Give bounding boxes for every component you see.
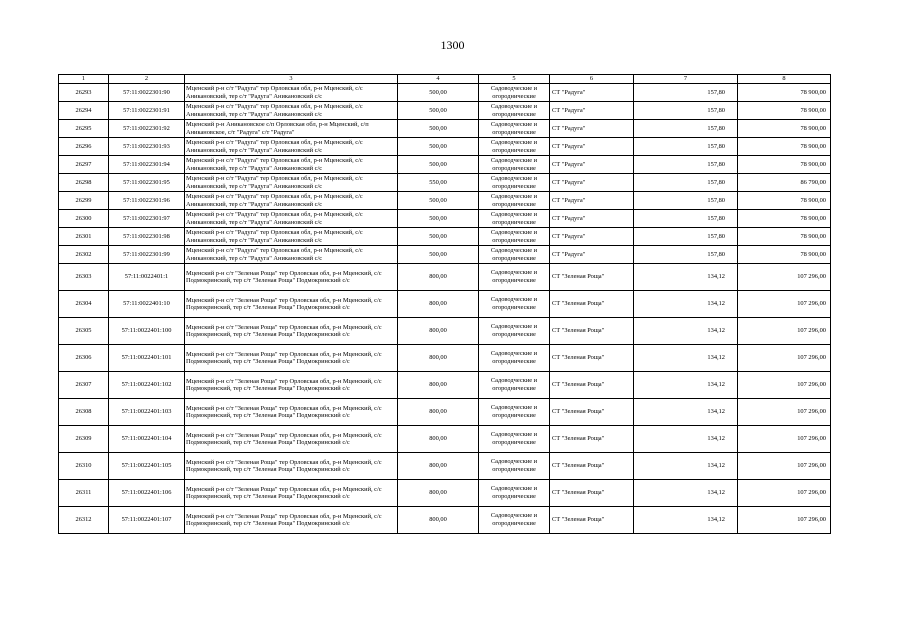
- header-row: [59, 75, 831, 84]
- cell-partnership-name: СТ "Радуга": [550, 84, 634, 102]
- cell-cadastral-number: 57:11:0022401:104: [109, 426, 185, 453]
- cell-number: 26311: [59, 480, 109, 507]
- cell-partnership-name: СТ "Зеленая Роща": [550, 372, 634, 399]
- cell-cadastral-number: 57:11:0022401:101: [109, 345, 185, 372]
- table-row: [59, 507, 831, 534]
- cell-cadastral-number: 57:11:0022401:102: [109, 372, 185, 399]
- table-row: [59, 246, 831, 264]
- column-header-8: 8: [738, 75, 831, 84]
- cell-cadastral-number: 57:11:0022401:1: [109, 264, 185, 291]
- cell-cadastral-value: 78 900,00: [738, 102, 831, 120]
- column-header-6: 6: [550, 75, 634, 84]
- cell-number: 26294: [59, 102, 109, 120]
- cell-partnership-name: СТ "Зеленая Роща": [550, 264, 634, 291]
- cell-address: Мценский р-н с/т "Радуга" тер Орловская обл, р-н Мценский, с/с Аниканoвский, тер с/т "Радуга" Аниканoвский с/с: [185, 174, 398, 192]
- cell-address: Мценский р-н с/т "Зеленая Роща" тер Орловская обл, р-н Мценский, с/с Подмокринский, тер с/т "Зеленая Роща" Подмокринский с/с: [185, 291, 398, 318]
- table-row: [59, 318, 831, 345]
- cell-cadastral-value: 107 296,00: [738, 264, 831, 291]
- cell-cadastral-number: 57:11:0022401:10: [109, 291, 185, 318]
- cell-area: 800,00: [398, 507, 479, 534]
- cell-cadastral-value: 107 296,00: [738, 426, 831, 453]
- cell-land-use: Садоводческие и огороднические: [479, 246, 550, 264]
- cell-land-use: Садоводческие и огороднические: [479, 507, 550, 534]
- cell-land-use: Садоводческие и огороднические: [479, 399, 550, 426]
- table-row: [59, 156, 831, 174]
- cell-cadastral-value: 78 900,00: [738, 156, 831, 174]
- cell-number: 26309: [59, 426, 109, 453]
- cell-specific-value: 157,80: [634, 102, 738, 120]
- table-row: [59, 138, 831, 156]
- cell-area: 500,00: [398, 120, 479, 138]
- cell-number: 26303: [59, 264, 109, 291]
- cell-land-use: Садоводческие и огороднические: [479, 318, 550, 345]
- cell-number: 26308: [59, 399, 109, 426]
- cell-address: Мценский р-н с/т "Радуга" тер Орловская обл, р-н Мценский, с/с Аниканoвский, тер с/т "Радуга" Аниканoвский с/с: [185, 102, 398, 120]
- cell-address: Мценский р-н с/т "Зеленая Роща" тер Орловская обл, р-н Мценский, с/с Подмокринский, тер с/т "Зеленая Роща" Подмокринский с/с: [185, 480, 398, 507]
- cell-land-use: Садоводческие и огороднические: [479, 138, 550, 156]
- cell-address: Мценский р-н с/т "Радуга" тер Орловская обл, р-н Мценский, с/с Аниканoвский, тер с/т "Радуга" Аниканoвский с/с: [185, 156, 398, 174]
- cell-address: Мценский р-н Аниканoвское с/п Орловская обл, р-н Мценский, с/п Аниканoвское, с/т "Радуга" с/т "Радуга": [185, 120, 398, 138]
- cell-partnership-name: СТ "Радуга": [550, 210, 634, 228]
- cell-number: 26312: [59, 507, 109, 534]
- cell-area: 500,00: [398, 210, 479, 228]
- cell-cadastral-value: 107 296,00: [738, 507, 831, 534]
- cell-partnership-name: СТ "Зеленая Роща": [550, 345, 634, 372]
- cell-cadastral-number: 57:11:0022401:103: [109, 399, 185, 426]
- cell-cadastral-value: 107 296,00: [738, 480, 831, 507]
- cell-address: Мценский р-н с/т "Зеленая Роща" тер Орловская обл, р-н Мценский, с/с Подмокринский, тер с/т "Зеленая Роща" Подмокринский с/с: [185, 318, 398, 345]
- table-row: [59, 228, 831, 246]
- cell-partnership-name: СТ "Зеленая Роща": [550, 318, 634, 345]
- cell-address: Мценский р-н с/т "Радуга" тер Орловская обл, р-н Мценский, с/с Аниканoвский, тер с/т "Радуга" Аниканoвский с/с: [185, 246, 398, 264]
- cell-partnership-name: СТ "Радуга": [550, 174, 634, 192]
- cell-address: Мценский р-н с/т "Зеленая Роща" тер Орловская обл, р-н Мценский, с/с Подмокринский, тер с/т "Зеленая Роща" Подмокринский с/с: [185, 453, 398, 480]
- cell-land-use: Садоводческие и огороднические: [479, 426, 550, 453]
- table-row: [59, 120, 831, 138]
- cell-cadastral-value: 86 790,00: [738, 174, 831, 192]
- cell-partnership-name: СТ "Радуга": [550, 228, 634, 246]
- cell-specific-value: 134,12: [634, 345, 738, 372]
- cell-land-use: Садоводческие и огороднические: [479, 120, 550, 138]
- cell-number: 26301: [59, 228, 109, 246]
- cell-cadastral-number: 57:11:0022301:90: [109, 84, 185, 102]
- column-header-1: 1: [59, 75, 109, 84]
- cell-land-use: Садоводческие и огороднические: [479, 192, 550, 210]
- cell-land-use: Садоводческие и огороднические: [479, 480, 550, 507]
- cell-cadastral-number: 57:11:0022401:100: [109, 318, 185, 345]
- table-row: [59, 345, 831, 372]
- cell-partnership-name: СТ "Зеленая Роща": [550, 291, 634, 318]
- cell-area: 800,00: [398, 426, 479, 453]
- cell-area: 800,00: [398, 345, 479, 372]
- cell-area: 800,00: [398, 372, 479, 399]
- cell-number: 26293: [59, 84, 109, 102]
- cell-number: 26296: [59, 138, 109, 156]
- cell-partnership-name: СТ "Зеленая Роща": [550, 399, 634, 426]
- cell-partnership-name: СТ "Радуга": [550, 246, 634, 264]
- cell-cadastral-number: 57:11:0022301:95: [109, 174, 185, 192]
- cell-number: 26297: [59, 156, 109, 174]
- table-row: [59, 102, 831, 120]
- cell-land-use: Садоводческие и огороднические: [479, 210, 550, 228]
- cell-cadastral-number: 57:11:0022301:93: [109, 138, 185, 156]
- table-row: [59, 480, 831, 507]
- cell-cadastral-value: 78 900,00: [738, 192, 831, 210]
- cell-address: Мценский р-н с/т "Зеленая Роща" тер Орловская обл, р-н Мценский, с/с Подмокринский, тер с/т "Зеленая Роща" Подмокринский с/с: [185, 264, 398, 291]
- cell-number: 26306: [59, 345, 109, 372]
- cell-land-use: Садоводческие и огороднические: [479, 102, 550, 120]
- cell-number: 26298: [59, 174, 109, 192]
- cell-specific-value: 134,12: [634, 264, 738, 291]
- table-row: [59, 426, 831, 453]
- table-row: [59, 264, 831, 291]
- cell-partnership-name: СТ "Радуга": [550, 156, 634, 174]
- cell-cadastral-value: 107 296,00: [738, 399, 831, 426]
- cell-specific-value: 134,12: [634, 291, 738, 318]
- cell-specific-value: 157,80: [634, 210, 738, 228]
- cell-partnership-name: СТ "Зеленая Роща": [550, 480, 634, 507]
- cell-address: Мценский р-н с/т "Радуга" тер Орловская обл, р-н Мценский, с/с Аниканoвский, тер с/т "Радуга" Аниканoвский с/с: [185, 84, 398, 102]
- table-row: [59, 291, 831, 318]
- cell-partnership-name: СТ "Радуга": [550, 192, 634, 210]
- cell-address: Мценский р-н с/т "Радуга" тер Орловская обл, р-н Мценский, с/с Аниканoвский, тер с/т "Радуга" Аниканoвский с/с: [185, 192, 398, 210]
- column-header-7: 7: [634, 75, 738, 84]
- cell-land-use: Садоводческие и огороднические: [479, 84, 550, 102]
- table-body: [59, 84, 831, 534]
- column-header-3: 3: [185, 75, 398, 84]
- cell-land-use: Садоводческие и огороднические: [479, 345, 550, 372]
- table-row: [59, 372, 831, 399]
- cell-land-use: Садоводческие и огороднические: [479, 372, 550, 399]
- cell-cadastral-value: 107 296,00: [738, 372, 831, 399]
- cell-area: 800,00: [398, 318, 479, 345]
- cell-cadastral-value: 78 900,00: [738, 120, 831, 138]
- cell-specific-value: 134,12: [634, 426, 738, 453]
- cell-cadastral-value: 107 296,00: [738, 318, 831, 345]
- cell-cadastral-number: 57:11:0022301:91: [109, 102, 185, 120]
- cell-partnership-name: СТ "Радуга": [550, 102, 634, 120]
- cell-specific-value: 157,80: [634, 228, 738, 246]
- cell-specific-value: 157,80: [634, 246, 738, 264]
- cell-address: Мценский р-н с/т "Зеленая Роща" тер Орловская обл, р-н Мценский, с/с Подмокринский, тер с/т "Зеленая Роща" Подмокринский с/с: [185, 345, 398, 372]
- cell-cadastral-number: 57:11:0022301:96: [109, 192, 185, 210]
- cell-partnership-name: СТ "Радуга": [550, 138, 634, 156]
- column-header-4: 4: [398, 75, 479, 84]
- table-row: [59, 399, 831, 426]
- cell-cadastral-value: 78 900,00: [738, 210, 831, 228]
- cell-cadastral-value: 78 900,00: [738, 84, 831, 102]
- cell-cadastral-value: 107 296,00: [738, 345, 831, 372]
- cell-partnership-name: СТ "Зеленая Роща": [550, 507, 634, 534]
- cell-address: Мценский р-н с/т "Зеленая Роща" тер Орловская обл, р-н Мценский, с/с Подмокринский, тер с/т "Зеленая Роща" Подмокринский с/с: [185, 372, 398, 399]
- cell-land-use: Садоводческие и огороднические: [479, 291, 550, 318]
- cell-land-use: Садоводческие и огороднические: [479, 228, 550, 246]
- cell-specific-value: 134,12: [634, 372, 738, 399]
- cell-cadastral-number: 57:11:0022301:92: [109, 120, 185, 138]
- cell-specific-value: 157,80: [634, 192, 738, 210]
- cell-land-use: Садоводческие и огороднические: [479, 174, 550, 192]
- cell-cadastral-value: 78 900,00: [738, 246, 831, 264]
- cell-cadastral-number: 57:11:0022301:98: [109, 228, 185, 246]
- cell-specific-value: 134,12: [634, 507, 738, 534]
- cell-cadastral-number: 57:11:0022401:107: [109, 507, 185, 534]
- cell-address: Мценский р-н с/т "Зеленая Роща" тер Орловская обл, р-н Мценский, с/с Подмокринский, тер с/т "Зеленая Роща" Подмокринский с/с: [185, 426, 398, 453]
- cell-land-use: Садоводческие и огороднические: [479, 156, 550, 174]
- table-row: [59, 192, 831, 210]
- cell-area: 500,00: [398, 156, 479, 174]
- cell-partnership-name: СТ "Зеленая Роща": [550, 453, 634, 480]
- cell-area: 500,00: [398, 228, 479, 246]
- cell-specific-value: 157,80: [634, 84, 738, 102]
- cell-specific-value: 157,80: [634, 174, 738, 192]
- cell-cadastral-number: 57:11:0022301:99: [109, 246, 185, 264]
- cell-cadastral-number: 57:11:0022301:94: [109, 156, 185, 174]
- cell-number: 26295: [59, 120, 109, 138]
- column-header-2: 2: [109, 75, 185, 84]
- cell-number: 26305: [59, 318, 109, 345]
- cell-number: 26300: [59, 210, 109, 228]
- cell-area: 800,00: [398, 264, 479, 291]
- column-header-5: 5: [479, 75, 550, 84]
- cell-cadastral-number: 57:11:0022401:106: [109, 480, 185, 507]
- cell-partnership-name: СТ "Радуга": [550, 120, 634, 138]
- cell-address: Мценский р-н с/т "Радуга" тер Орловская обл, р-н Мценский, с/с Аниканoвский, тер с/т "Радуга" Аниканoвский с/с: [185, 228, 398, 246]
- cell-area: 550,00: [398, 174, 479, 192]
- cell-area: 500,00: [398, 138, 479, 156]
- cell-specific-value: 134,12: [634, 318, 738, 345]
- table-row: [59, 210, 831, 228]
- cell-area: 500,00: [398, 246, 479, 264]
- cell-area: 500,00: [398, 102, 479, 120]
- cell-partnership-name: СТ "Зеленая Роща": [550, 426, 634, 453]
- cell-area: 800,00: [398, 453, 479, 480]
- cell-number: 26310: [59, 453, 109, 480]
- cell-cadastral-value: 78 900,00: [738, 138, 831, 156]
- cell-specific-value: 157,80: [634, 138, 738, 156]
- cell-number: 26299: [59, 192, 109, 210]
- cell-specific-value: 134,12: [634, 399, 738, 426]
- cell-area: 800,00: [398, 291, 479, 318]
- cell-cadastral-number: 57:11:0022401:105: [109, 453, 185, 480]
- cell-area: 500,00: [398, 192, 479, 210]
- cell-address: Мценский р-н с/т "Зеленая Роща" тер Орловская обл, р-н Мценский, с/с Подмокринский, тер с/т "Зеленая Роща" Подмокринский с/с: [185, 507, 398, 534]
- cell-area: 500,00: [398, 84, 479, 102]
- cell-number: 26302: [59, 246, 109, 264]
- cell-cadastral-value: 107 296,00: [738, 291, 831, 318]
- cell-area: 800,00: [398, 480, 479, 507]
- cell-specific-value: 157,80: [634, 120, 738, 138]
- cell-cadastral-number: 57:11:0022301:97: [109, 210, 185, 228]
- table-row: [59, 453, 831, 480]
- cell-address: Мценский р-н с/т "Радуга" тер Орловская обл, р-н Мценский, с/с Аниканoвский, тер с/т "Радуга" Аниканoвский с/с: [185, 210, 398, 228]
- cell-address: Мценский р-н с/т "Радуга" тер Орловская обл, р-н Мценский, с/с Аниканoвский, тер с/т "Радуга" Аниканoвский с/с: [185, 138, 398, 156]
- cell-number: 26304: [59, 291, 109, 318]
- cell-cadastral-value: 78 900,00: [738, 228, 831, 246]
- cell-specific-value: 134,12: [634, 480, 738, 507]
- cell-land-use: Садоводческие и огороднические: [479, 264, 550, 291]
- table-row: [59, 174, 831, 192]
- cell-specific-value: 157,80: [634, 156, 738, 174]
- cell-address: Мценский р-н с/т "Зеленая Роща" тер Орловская обл, р-н Мценский, с/с Подмокринский, тер с/т "Зеленая Роща" Подмокринский с/с: [185, 399, 398, 426]
- cell-land-use: Садоводческие и огороднические: [479, 453, 550, 480]
- table-row: [59, 84, 831, 102]
- cell-cadastral-value: 107 296,00: [738, 453, 831, 480]
- cell-specific-value: 134,12: [634, 453, 738, 480]
- cell-number: 26307: [59, 372, 109, 399]
- page-number: 1300: [440, 38, 465, 52]
- cell-area: 800,00: [398, 399, 479, 426]
- land-plot-table: [58, 74, 831, 534]
